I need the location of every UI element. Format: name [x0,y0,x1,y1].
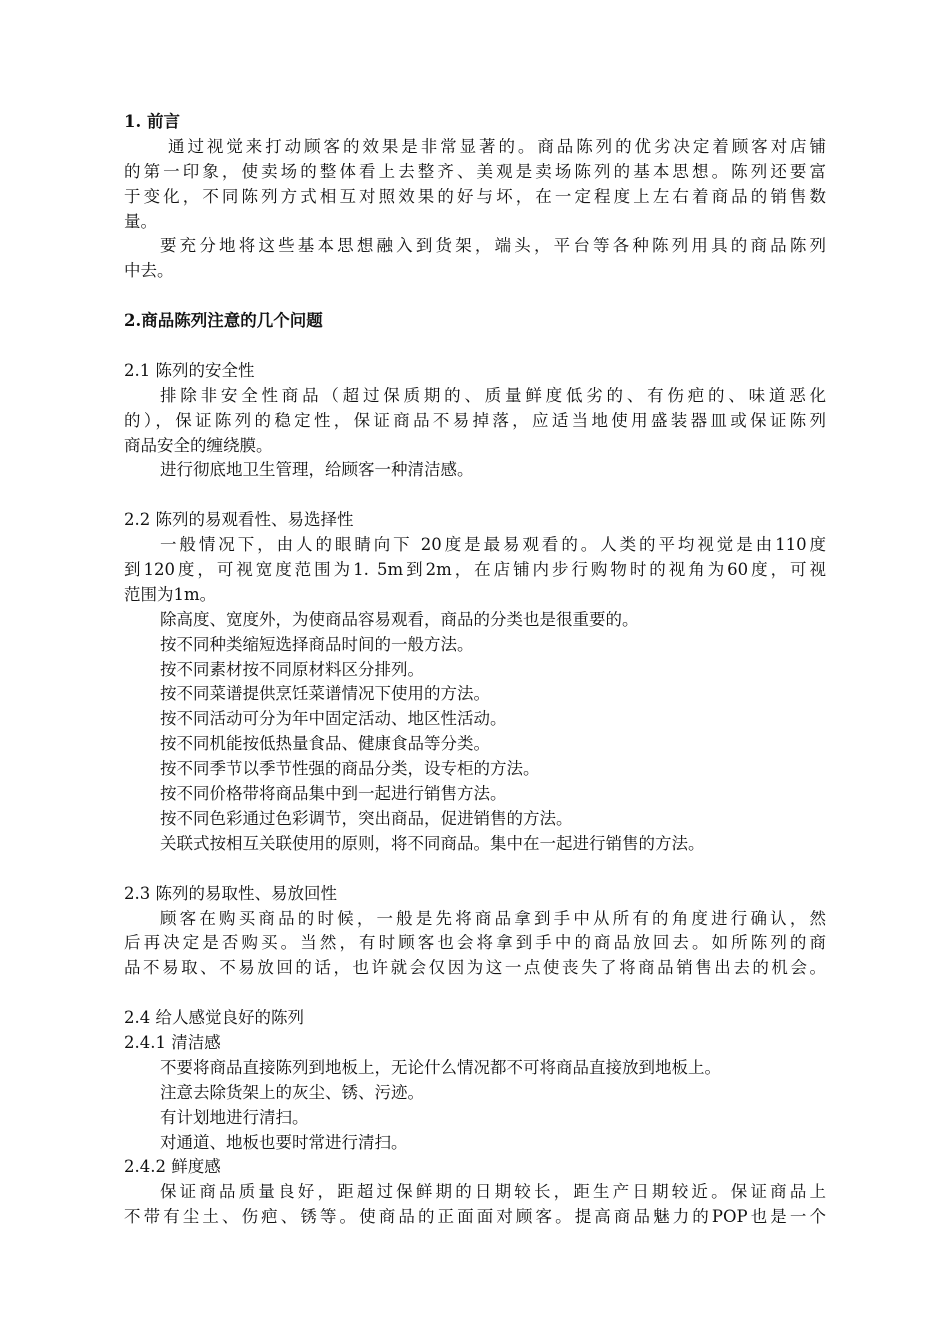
blank-line [124,857,826,882]
paragraph-line: 除高度、宽度外，为使商品容易观看，商品的分类也是很重要的。 [160,609,639,629]
list-item: 按不同色彩通过色彩调节，突出商品，促进销售的方法。 [160,808,573,828]
paragraph-line: 量。 [124,211,157,231]
paragraph-line: 的第一印象，使卖场的整体看上去整齐、美观是卖场陈列的基本思想。陈列还要富 [124,161,826,181]
paragraph-line: 后再决定是否购买。当然，有时顾客也会将拿到手中的商品放回去。如所陈列的商 [124,933,826,953]
list-item: 按不同价格带将商品集中到一起进行销售方法。 [160,784,507,804]
subsubsection-heading: 2.4.1 清洁感 [124,1032,221,1052]
subsubsection-heading: 2.4.2 鲜度感 [124,1157,221,1177]
list-item: 不要将商品直接陈列到地板上，无论什么情况都不可将商品直接放到地板上。 [160,1057,721,1077]
paragraph-line: 于变化，不同陈列方式相互对照效果的好与坏，在一定程度上左右着商品的销售数 [124,186,826,206]
paragraph-line: 中去。 [124,261,174,281]
subsection-heading: 2.2 陈列的易观看性、易选择性 [124,510,354,530]
list-item: 关联式按相互关联使用的原则，将不同商品。集中在一起进行销售的方法。 [160,833,705,853]
subsection-heading: 2.3 陈列的易取性、易放回性 [124,883,337,903]
list-item: 有计划地进行清扫。 [160,1107,309,1127]
paragraph-line: 的），保证陈列的稳定性，保证商品不易掉落，应适当地使用盛装器皿或保证陈列 [124,410,826,430]
blank-line [124,483,826,508]
paragraph-line: 排除非安全性商品（超过保质期的、质量鲜度低劣的、有伤疤的、味道恶化 [160,385,826,405]
paragraph-line: 到120度，可视宽度范围为1. 5m到2m，在店铺内步行购物时的视角为60度，可视 [124,560,826,580]
subsection-heading: 2.1 陈列的安全性 [124,360,255,380]
paragraph-line: 一般情况下，由人的眼睛向下 20度是最易观看的。人类的平均视觉是由110度 [160,535,826,555]
document-page [124,110,826,1230]
paragraph-line: 要充分地将这些基本思想融入到货架，端头，平台等各种陈列用具的商品陈列 [160,236,826,256]
paragraph-line: 不带有尘土、伤疤、锈等。使商品的正面面对顾客。提高商品魅力的POP也是一个 [124,1207,826,1227]
list-item: 对通道、地板也要时常进行清扫。 [160,1132,408,1152]
list-item: 注意去除货架上的灰尘、锈、污迹。 [160,1082,424,1102]
paragraph-line: 品不易取、不易放回的话，也许就会仅因为这一点使丧失了将商品销售出去的机会。 [124,958,826,978]
paragraph-line: 保证商品质量良好，距超过保鲜期的日期较长，距生产日期较近。保证商品上 [160,1182,826,1202]
paragraph-line: 顾客在购买商品的时候，一般是先将商品拿到手中从所有的角度进行确认，然 [160,908,826,928]
subsection-heading: 2.4 给人感觉良好的陈列 [124,1008,304,1028]
blank-line [124,981,826,1006]
section-heading: 1. 前言 [124,112,180,131]
paragraph-line: 通过视觉来打动顾客的效果是非常显著的。商品陈列的优劣决定着顾客对店铺 [168,136,826,156]
blank-line [124,334,826,359]
list-item: 按不同机能按低热量食品、健康食品等分类。 [160,734,490,754]
list-item: 按不同素材按不同原材料区分排列。 [160,659,424,679]
list-item: 按不同活动可分为年中固定活动、地区性活动。 [160,709,507,729]
list-item: 按不同菜谱提供烹饪菜谱情况下使用的方法。 [160,684,490,704]
blank-line [124,284,826,309]
section-heading: 2.商品陈列注意的几个问题 [124,311,323,331]
list-item: 按不同季节以季节性强的商品分类，设专柜的方法。 [160,759,540,779]
list-item: 按不同种类缩短选择商品时间的一般方法。 [160,634,474,654]
paragraph-line: 进行彻底地卫生管理，给顾客一种清洁感。 [160,460,474,480]
paragraph-line: 范围为1m。 [124,584,217,604]
paragraph-line: 商品安全的缠绕膜。 [124,435,273,455]
